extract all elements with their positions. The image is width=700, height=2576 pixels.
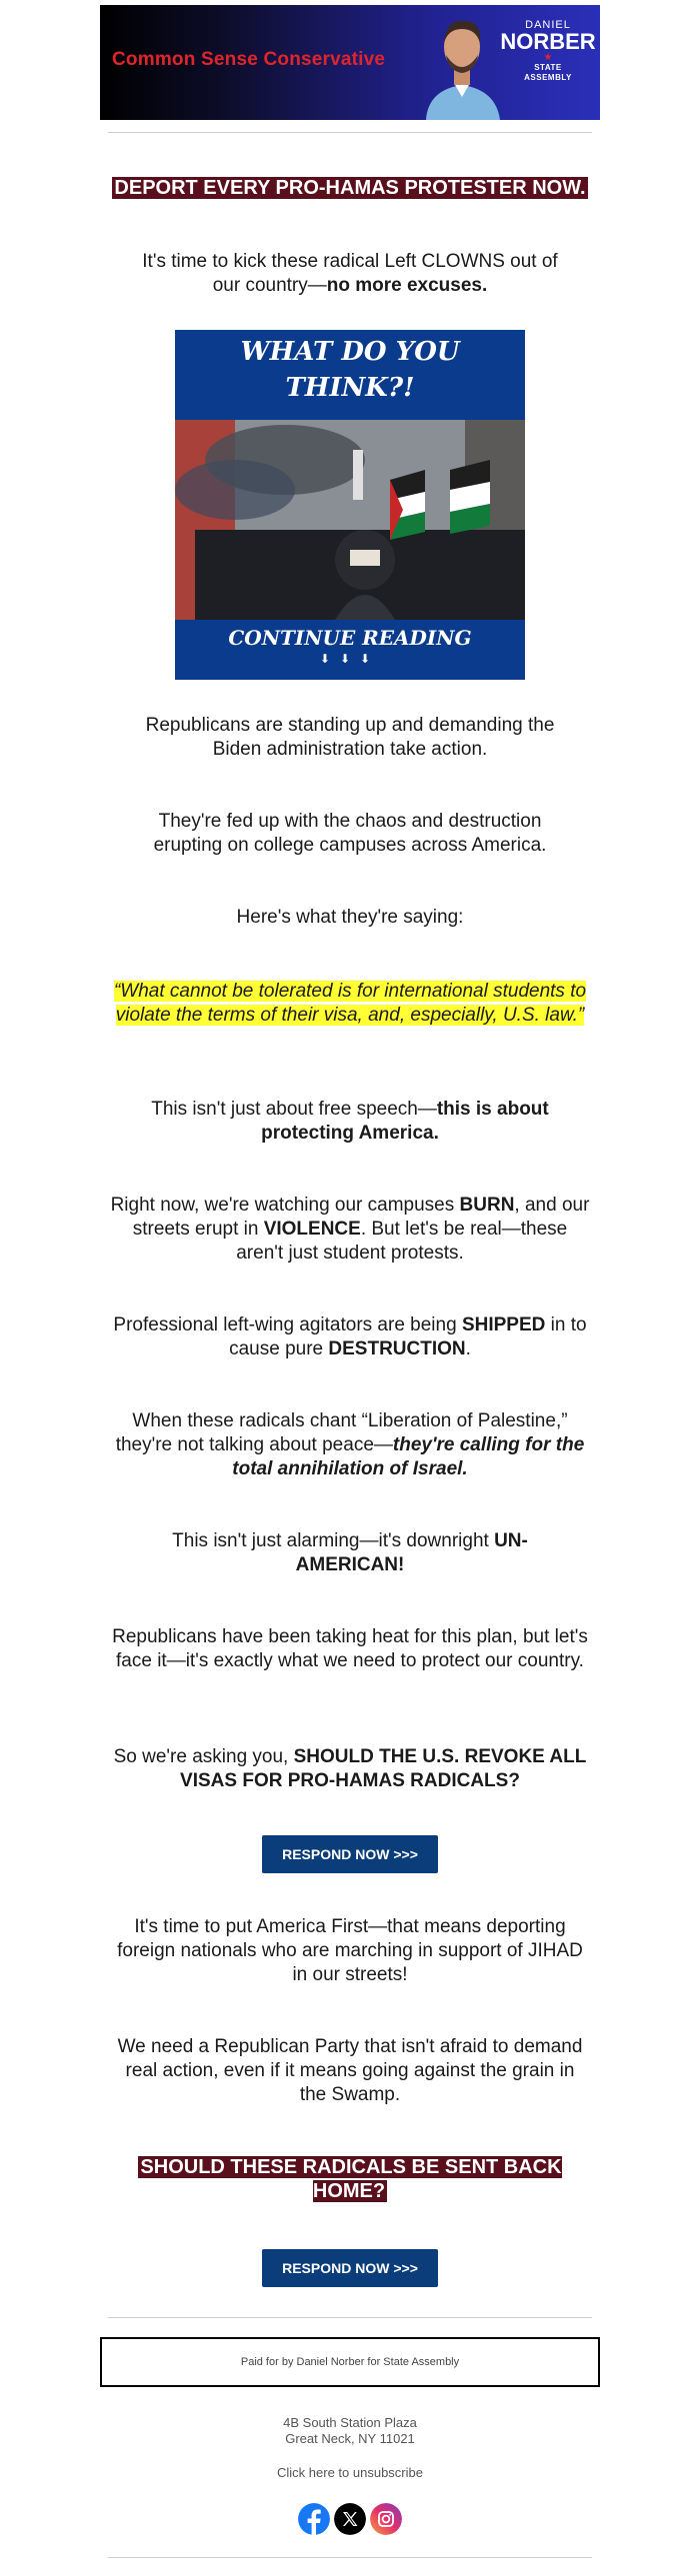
paragraph-10: So we're asking you, SHOULD THE U.S. REVOKE ALL VISAS FOR PRO-HAMAS RADICALS? <box>113 1746 587 1791</box>
headline: DEPORT EVERY PRO-HAMAS PROTESTER NOW. <box>114 177 586 199</box>
paragraph-12: We need a Republican Party that isn't afraid to demand real action, even if it means going against the grain in the Swamp. <box>117 2036 583 2105</box>
hero-cta-text: CONTINUE READING <box>228 626 472 650</box>
paragraph-2: They're fed up with the chaos and destruction erupting on college campuses across America. <box>153 811 547 856</box>
paragraph-9: Republicans have been taking heat for this plan, but let's face it—it's exactly what we need to protect our country. <box>112 1626 588 1671</box>
quote: “What cannot be tolerated is for international students to violate the terms of their visa, and, especially, U.S. law.” <box>113 981 587 1026</box>
star-icon: ★ <box>543 52 553 63</box>
unsubscribe-link[interactable]: Click here to unsubscribe <box>277 2465 423 2480</box>
divider <box>108 132 592 133</box>
paragraph-1: Republicans are standing up and demanding the Biden administration take action. <box>145 715 555 760</box>
closing-question: SHOULD THESE RADICALS BE SENT BACK HOME? <box>140 2156 562 2202</box>
respond-now-button[interactable]: RESPOND NOW >>> <box>262 1835 438 1873</box>
candidate-first-name: DANIEL <box>525 19 571 31</box>
divider <box>108 2557 592 2558</box>
divider <box>108 2317 592 2318</box>
paid-for-disclaimer: Paid for by Daniel Norber for State Assembly <box>100 2337 600 2387</box>
candidate-name-block <box>500 19 596 83</box>
paragraph-4: This isn't just about free speech—this is about protecting America. <box>151 1099 549 1144</box>
respond-now-button-2[interactable]: RESPOND NOW >>> <box>262 2249 438 2287</box>
office-line2: ASSEMBLY <box>524 73 572 82</box>
address-line-2: Great Neck, NY 11021 <box>285 2431 415 2446</box>
arrow-down-icon: ⬇⬇⬇ <box>319 652 381 666</box>
x-icon[interactable] <box>334 2503 366 2535</box>
paragraph-11: It's time to put America First—that means deporting foreign nationals who are marching in support of JIHAD in our streets! <box>117 1916 583 1985</box>
candidate-photo <box>418 5 506 120</box>
instagram-icon[interactable] <box>370 2503 402 2535</box>
protest-photo <box>175 420 525 620</box>
paragraph-3: Here's what they're saying: <box>236 907 464 928</box>
hero-headline: WHAT DO YOU THINK?! <box>240 337 460 403</box>
facebook-icon[interactable] <box>298 2503 330 2535</box>
header-banner[interactable] <box>100 5 600 120</box>
banner-slogan: Common Sense Conservative <box>112 49 386 70</box>
paragraph-5: Right now, we're watching our campuses BURN, and our streets erupt in VIOLENCE. But let's be real—these aren't just student protests. <box>110 1195 590 1264</box>
candidate-last-name: NORBER <box>500 29 596 54</box>
address-line-1: 4B South Station Plaza <box>283 2415 417 2430</box>
paragraph-7: When these radicals chant “Liberation of Palestine,” they're not talking about peace—they're calling for the total annihilation of Israel. <box>115 1410 585 1479</box>
office-line1: STATE <box>534 63 562 72</box>
paragraph-8: This isn't just alarming—it's downright UN-AMERICAN! <box>172 1530 528 1575</box>
paragraph-6: Professional left-wing agitators are being SHIPPED in to cause pure DESTRUCTION. <box>113 1314 587 1359</box>
hero-image-link[interactable] <box>175 330 525 680</box>
intro-text: It's time to kick these radical Left CLOWNS out of our country—no more excuses. <box>142 251 558 296</box>
